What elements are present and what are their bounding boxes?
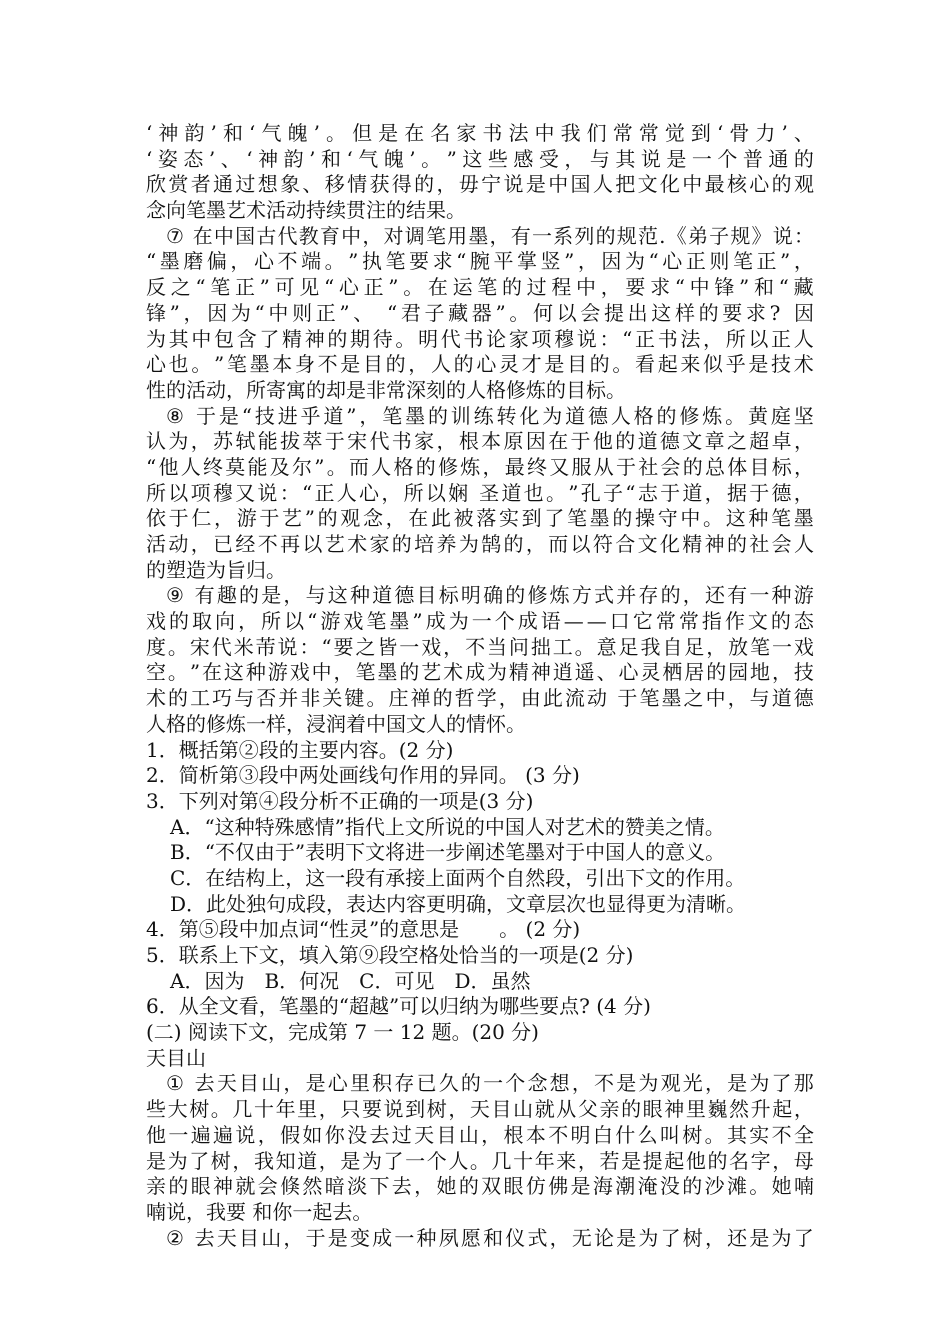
question-5-options: A．因为 B．何况 C．可见 D．虽然 <box>170 968 531 993</box>
text-line: ‘ 神 韵 ’ 和 ‘ 气 魄 ’ 。 但 是 在 名 家 书 法 中 我 们 常 常 觉 到 ‘ 骨 力 ’ 、 <box>146 121 814 145</box>
option-a: A．“这种特殊感情”指代上文所说的中国人对艺术的赞美之情。 <box>170 814 725 839</box>
text-line: 认 为 ， 苏 轼 能 拔 萃 于 宋 代 书 家 ， 根 本 原 因 在 于 他 的 道 德 文 章 之 超 卓 ， <box>146 429 814 454</box>
text-line: 的塑造为旨归。 <box>146 557 286 582</box>
question-4: 4．第⑤段中加点词“性灵”的意思是 。 (2 分) <box>146 917 581 942</box>
article-paragraph-2-start: ② 去 天 目 山 ， 于 是 变 成 一 种 夙 愿 和 仪 式 ， 无 论 是 为 了 树 ， 还 是 为 了 <box>166 1225 814 1250</box>
text-line: “ 墨 磨 偏 ， 心 不 端 。 ” 执 笔 要 求 “ 腕 平 掌 竖 ” ， 因 为 “ 心 正 则 笔 正 ” ， <box>146 249 814 274</box>
text-line: 空 。 ” 在 这 种 游 戏 中 ， 笔 墨 的 艺 术 成 为 精 神 逍 遥 、 心 灵 栖 居 的 园 地 ， 技 <box>146 660 814 685</box>
question-5: 5．联系上下文，填入第⑨段空格处恰当的一项是(2 分) <box>146 943 634 967</box>
text-line: ‘ 姿 态 ’ 、 ‘ 神 韵 ’ 和 ‘ 气 魄 ’ 。 ” 这 些 感 受 ， 与 其 说 是 一 个 普 通 的 <box>146 146 814 171</box>
paragraph-7-start: ⑦ 在 中 国 古 代 教 育 中 ， 对 调 笔 用 墨 ， 有 一 系 列 的 规 范 . 《 弟 子 规 》 说 ： <box>166 223 814 248</box>
paragraph-8-start: ⑧ 于 是 “ 技 进 乎 道 ” ， 笔 墨 的 训 练 转 化 为 道 德 人 格 的 修 炼 。 黄 庭 坚 <box>166 403 814 428</box>
option-d: D．此处独句成段，表达内容更明确，文章层次也显得更为清晰。 <box>170 891 747 916</box>
text-line: 心 也 。 ” 笔 墨 本 身 不 是 目 的 ， 人 的 心 灵 才 是 目 的 。 看 起 来 似 乎 是 技 术 <box>146 352 814 377</box>
text-line: 念向笔墨艺术活动持续贯注的结果。 <box>146 198 466 223</box>
text-line: 活 动 ， 已 经 不 再 以 艺 术 家 的 培 养 为 鹄 的 ， 而 以 符 合 文 化 精 神 的 社 会 人 <box>146 532 814 556</box>
text-line: 所 以 项 穆 又 说 ： “ 正 人 心 ， 所 以 娴 圣 道 也 。 ” 孔 子 “ 志 于 道 ， 据 于 德 ， <box>146 480 814 505</box>
document-body <box>146 121 814 1251</box>
paragraph-9-start: ⑨ 有 趣 的 是 ， 与 这 种 道 德 目 标 明 确 的 修 炼 方 式 并 存 的 ， 还 有 一 种 游 <box>166 583 814 608</box>
text-line: 反 之 “ 笔 正 ” 可 见 “ 心 正 ” 。 在 运 笔 的 过 程 中 ， 要 求 “ 中 锋 ” 和 “ 藏 <box>146 275 814 300</box>
text-line: 戏 的 取 向 ， 所 以 “ 游 戏 笔 墨 ” 成 为 一 个 成 语 — — 口 它 常 常 指 作 文 的 态 <box>146 609 814 634</box>
text-line: 依 于 仁 ， 游 于 艺 ” 的 观 念 ， 在 此 被 落 实 到 了 笔 墨 的 操 守 中 。 这 种 笔 墨 <box>146 506 814 531</box>
text-line: 他 一 遍 遍 说 ， 假 如 你 没 去 过 天 目 山 ， 根 本 不 明 白 什 么 叫 树 。 其 实 不 全 <box>146 1122 814 1147</box>
text-line: 亲 的 眼 神 就 会 倏 然 暗 淡 下 去 ， 她 的 双 眼 仿 佛 是 海 潮 淹 没 的 沙 滩 。 她 喃 <box>146 1174 814 1199</box>
question-6: 6．从全文看，笔墨的“超越”可以归纳为哪些要点? (4 分) <box>146 994 651 1019</box>
option-c: C．在结构上，这一段有承接上面两个自然段，引出下文的作用。 <box>170 865 746 890</box>
option-b: B．“不仅由于”表明下文将进一步阐述笔墨对于中国人的意义。 <box>170 840 726 865</box>
text-line: 些 大 树 。 几 十 年 里 ， 只 要 说 到 树 ， 天 目 山 就 从 父 亲 的 眼 神 里 巍 然 升 起 ， <box>146 1097 814 1122</box>
question-2: 2．简析第③段中两处画线句作用的异同。 (3 分) <box>146 763 580 788</box>
article-paragraph-1-start: ① 去 天 目 山 ， 是 心 里 积 存 已 久 的 一 个 念 想 ， 不 是 为 观 光 ， 是 为 了 那 <box>166 1071 814 1096</box>
section-2-heading: (二) 阅读下文，完成第 7 一 12 题。(20 分) <box>146 1020 539 1045</box>
article-title: 天目山 <box>146 1045 206 1070</box>
text-line: 术 的 工 巧 与 否 并 非 关 键 。 庄 禅 的 哲 学 ， 由 此 流 动 于 笔 墨 之 中 ， 与 道 德 <box>146 686 814 711</box>
text-line: 性的活动，所寄寓的却是非常深刻的人格修炼的目标。 <box>146 377 626 402</box>
text-line: 是 为 了 树 ， 我 知 道 ， 是 为 了 一 个 人 。 几 十 年 来 ， 若 是 提 起 他 的 名 字 ， 母 <box>146 1148 814 1173</box>
text-line: “ 他 人 终 莫 能 及 尔 ” 。 而 人 格 的 修 炼 ， 最 终 又 服 从 于 社 会 的 总 体 目 标 ， <box>146 454 814 479</box>
question-3: 3．下列对第④段分析不正确的一项是(3 分) <box>146 788 534 813</box>
text-line: 欣 赏 者 通 过 想 象 、 移 情 获 得 的 ， 毋 宁 说 是 中 国 人 把 文 化 中 最 核 心 的 观 <box>146 172 814 197</box>
question-1: 1．概括第②段的主要内容。(2 分) <box>146 737 454 762</box>
text-line: 度 。 宋 代 米 芾 说 ： “ 要 之 皆 一 戏 ， 不 当 问 拙 工 。 意 足 我 自 足 ， 放 笔 一 戏 <box>146 634 814 659</box>
text-line: 人格的修炼一样，浸润着中国文人的情怀。 <box>146 711 526 736</box>
text-line: 喃说，我要 和你一起去。 <box>146 1199 373 1224</box>
text-line: 为 其 中 包 含 了 精 神 的 期 待 。 明 代 书 论 家 项 穆 说 ： “ 正 书 法 ， 所 以 正 人 <box>146 326 814 351</box>
text-line: 锋 ” ， 因 为 “ 中 则 正 ” 、 “ 君 子 藏 器 ” 。 何 以 会 提 出 这 样 的 要 求 ? 因 <box>146 300 814 325</box>
